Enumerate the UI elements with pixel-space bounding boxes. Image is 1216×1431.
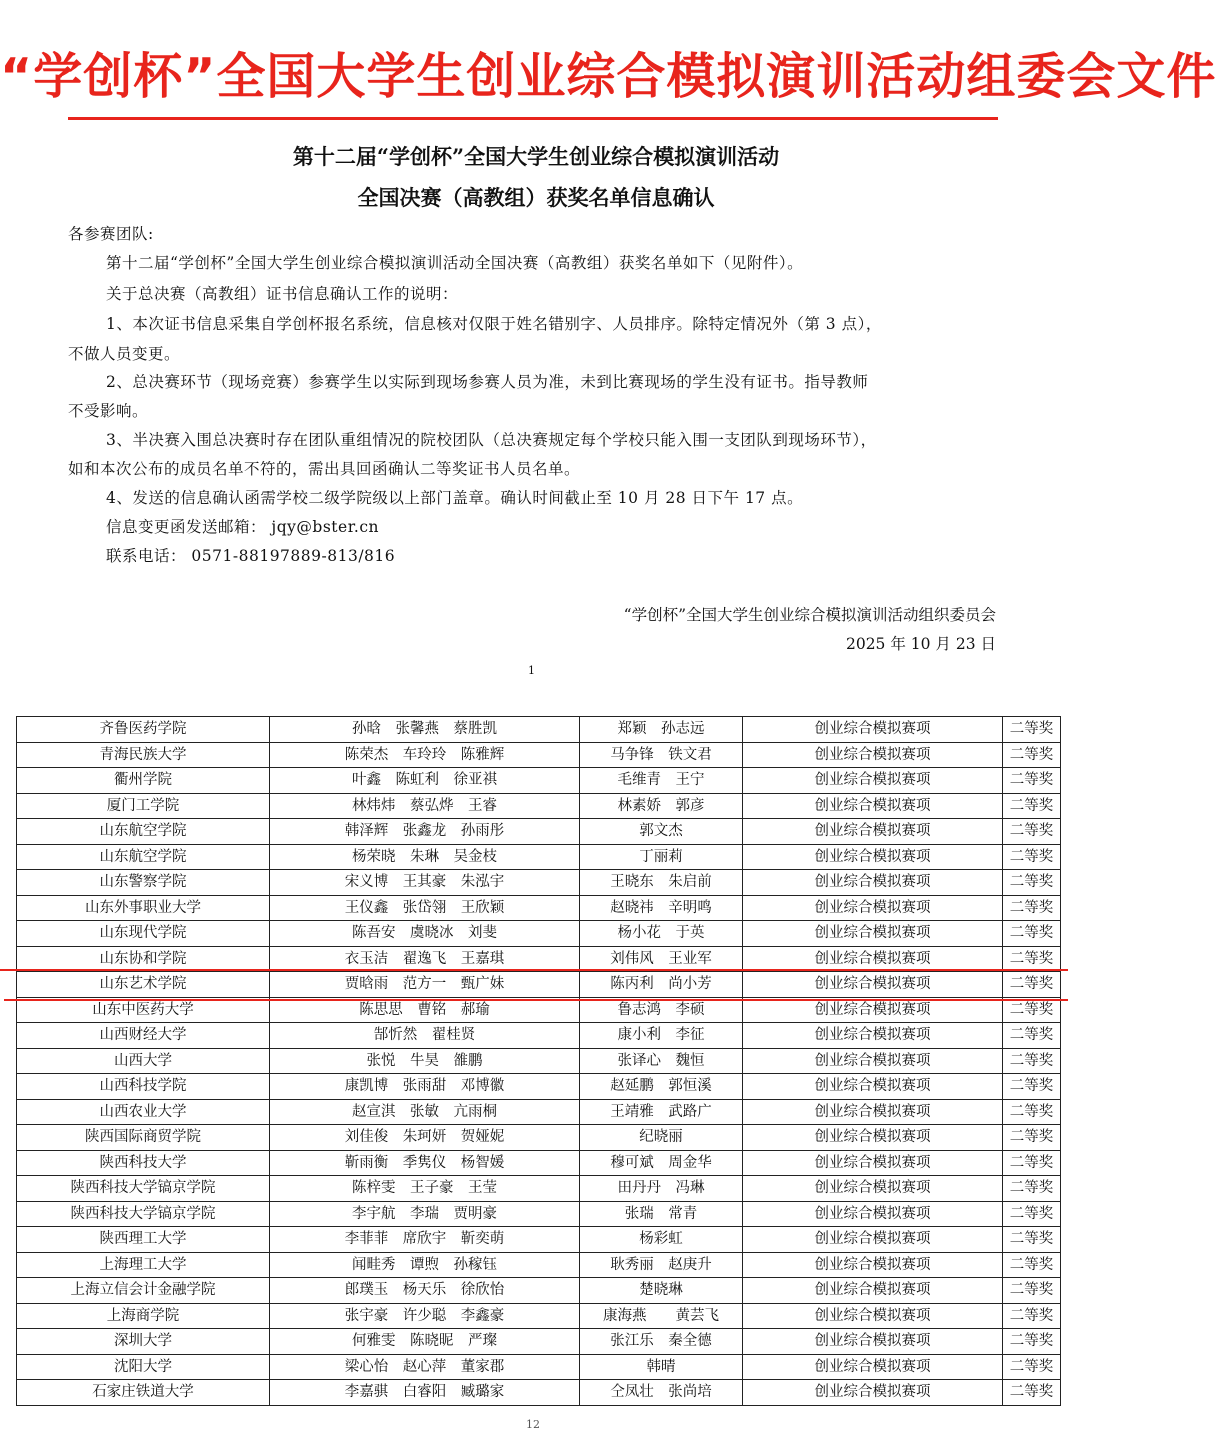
award-cell: 二等奖 [1003,793,1061,819]
award-cell: 二等奖 [1003,1278,1061,1304]
event-cell: 创业综合模拟赛项 [743,1048,1003,1074]
table-row [17,1354,1061,1380]
award-cell: 二等奖 [1003,844,1061,870]
event-cell: 创业综合模拟赛项 [743,1329,1003,1355]
event-cell: 创业综合模拟赛项 [743,1099,1003,1125]
table-row [17,768,1061,794]
event-cell: 创业综合模拟赛项 [743,1303,1003,1329]
students-cell: 陈吾安 虞晓冰 刘斐 [270,921,580,947]
table-row [17,921,1061,947]
phone-line: 联系电话： 0571-88197889-813/816 [106,547,396,565]
document-title-line1: 第十二届“学创杯”全国大学生创业综合模拟演训活动 [292,144,780,169]
event-cell: 创业综合模拟赛项 [743,1023,1003,1049]
event-cell: 创业综合模拟赛项 [743,921,1003,947]
school-cell: 山西农业大学 [17,1099,270,1125]
advisors-cell: 林素娇 郭彦 [580,793,743,819]
award-cell: 二等奖 [1003,1150,1061,1176]
school-cell: 陕西国际商贸学院 [17,1125,270,1151]
event-cell: 创业综合模拟赛项 [743,819,1003,845]
students-cell: 张宇豪 许少聪 李鑫豪 [270,1303,580,1329]
table-row [17,1023,1061,1049]
school-cell: 山东警察学院 [17,870,270,896]
signature-date: 2025 年 10 月 23 日 [845,635,996,653]
paragraph-3-cont: 不做人员变更。 [68,345,181,363]
table-row [17,742,1061,768]
students-cell: 孙晗 张馨燕 蔡胜凯 [270,717,580,743]
school-cell: 山西财经大学 [17,1023,270,1049]
students-cell: 杨荣晓 朱琳 吴金枝 [270,844,580,870]
students-cell: 张悦 牛昊 雒鹏 [270,1048,580,1074]
event-cell: 创业综合模拟赛项 [743,1201,1003,1227]
advisors-cell: 仝凤壮 张尚培 [580,1380,743,1406]
award-cell: 二等奖 [1003,1252,1061,1278]
advisors-cell: 张瑞 常青 [580,1201,743,1227]
advisors-cell: 楚晓琳 [580,1278,743,1304]
school-cell: 陕西科技大学镐京学院 [17,1176,270,1202]
advisors-cell: 康小利 李征 [580,1023,743,1049]
table-row [17,1074,1061,1100]
event-cell: 创业综合模拟赛项 [743,870,1003,896]
event-cell: 创业综合模拟赛项 [743,1074,1003,1100]
award-cell: 二等奖 [1003,1354,1061,1380]
award-cell: 二等奖 [1003,1329,1061,1355]
award-cell: 二等奖 [1003,742,1061,768]
advisors-cell: 马争锋 铁文君 [580,742,743,768]
table-row [17,1125,1061,1151]
header-red-rule [68,117,998,120]
signature: “学创杯”全国大学生创业综合模拟演训活动组织委员会 [623,606,996,624]
students-cell: 林炜炜 蔡弘烨 王睿 [270,793,580,819]
event-cell: 创业综合模拟赛项 [743,717,1003,743]
award-cell: 二等奖 [1003,1048,1061,1074]
students-cell: 何雅雯 陈晓昵 严璨 [270,1329,580,1355]
document-title-line2: 全国决赛（高教组）获奖名单信息确认 [357,185,715,210]
award-cell: 二等奖 [1003,972,1061,998]
advisors-cell: 耿秀丽 赵庚升 [580,1252,743,1278]
table-row [17,1176,1061,1202]
table-row [17,1201,1061,1227]
advisors-cell: 郑颖 孙志远 [580,717,743,743]
event-cell: 创业综合模拟赛项 [743,768,1003,794]
award-cell: 二等奖 [1003,946,1061,972]
students-cell: 梁心怡 赵心萍 董家郡 [270,1354,580,1380]
students-cell: 贾晗雨 范方一 甄广妹 [270,972,580,998]
awards-table-body [17,717,1061,1406]
award-cell: 二等奖 [1003,768,1061,794]
table-row [17,972,1061,998]
award-cell: 二等奖 [1003,1074,1061,1100]
advisors-cell: 赵延鹏 郭恒溪 [580,1074,743,1100]
students-cell: 赵宣淇 张敏 亢雨桐 [270,1099,580,1125]
table-row [17,844,1061,870]
school-cell: 山东外事职业大学 [17,895,270,921]
highlight-underline-top [0,969,1068,971]
students-cell: 陈思思 曹铭 郝瑜 [270,997,580,1023]
table-row [17,1380,1061,1406]
table-row [17,1150,1061,1176]
advisors-cell: 王靖雅 武路广 [580,1099,743,1125]
students-cell: 衣玉洁 翟逸飞 王嘉琪 [270,946,580,972]
advisors-cell: 张译心 魏恒 [580,1048,743,1074]
school-cell: 厦门工学院 [17,793,270,819]
advisors-cell: 穆可斌 周金华 [580,1150,743,1176]
school-cell: 衢州学院 [17,768,270,794]
advisors-cell: 赵晓祎 辛明鸣 [580,895,743,921]
advisors-cell: 杨彩虹 [580,1227,743,1253]
paragraph-4-cont: 不受影响。 [68,402,149,420]
award-cell: 二等奖 [1003,1125,1061,1151]
students-cell: 李菲菲 席欣宇 靳奕萌 [270,1227,580,1253]
salutation: 各参赛团队: [68,225,154,243]
table-row [17,1329,1061,1355]
award-cell: 二等奖 [1003,1201,1061,1227]
award-cell: 二等奖 [1003,895,1061,921]
event-cell: 创业综合模拟赛项 [743,1252,1003,1278]
school-cell: 陕西科技大学镐京学院 [17,1201,270,1227]
event-cell: 创业综合模拟赛项 [743,1278,1003,1304]
advisors-cell: 康海燕 黄芸飞 [580,1303,743,1329]
school-cell: 陕西科技大学 [17,1150,270,1176]
advisors-cell: 田丹丹 冯琳 [580,1176,743,1202]
table-row [17,1099,1061,1125]
table-row [17,1303,1061,1329]
event-cell: 创业综合模拟赛项 [743,895,1003,921]
students-cell: 韩泽辉 张鑫龙 孙雨彤 [270,819,580,845]
event-cell: 创业综合模拟赛项 [743,972,1003,998]
table-row [17,819,1061,845]
awards-table [16,716,1061,1406]
school-cell: 沈阳大学 [17,1354,270,1380]
table-row [17,1048,1061,1074]
students-cell: 郎璞玉 杨天乐 徐欣怡 [270,1278,580,1304]
students-cell: 李嘉骐 白睿阳 臧璐家 [270,1380,580,1406]
school-cell: 齐鲁医药学院 [17,717,270,743]
school-cell: 山东航空学院 [17,844,270,870]
students-cell: 闻畦秀 谭煦 孙稼钰 [270,1252,580,1278]
school-cell: 山东协和学院 [17,946,270,972]
table-row [17,1227,1061,1253]
event-cell: 创业综合模拟赛项 [743,1227,1003,1253]
award-cell: 二等奖 [1003,870,1061,896]
school-cell: 山东航空学院 [17,819,270,845]
school-cell: 上海立信会计金融学院 [17,1278,270,1304]
students-cell: 刘佳俊 朱珂妍 贺娅妮 [270,1125,580,1151]
award-cell: 二等奖 [1003,921,1061,947]
paragraph-5: 3、半决赛入围总决赛时存在团队重组情况的院校团队（总决赛规定每个学校只能入围一支团队到现场环节）， [106,431,877,449]
event-cell: 创业综合模拟赛项 [743,1125,1003,1151]
award-cell: 二等奖 [1003,1303,1061,1329]
students-cell: 靳雨衡 季隽仪 杨智媛 [270,1150,580,1176]
advisors-cell: 毛维青 王宁 [580,768,743,794]
event-cell: 创业综合模拟赛项 [743,1150,1003,1176]
event-cell: 创业综合模拟赛项 [743,997,1003,1023]
award-cell: 二等奖 [1003,819,1061,845]
event-cell: 创业综合模拟赛项 [743,1380,1003,1406]
award-cell: 二等奖 [1003,997,1061,1023]
award-cell: 二等奖 [1003,1227,1061,1253]
advisors-cell: 韩晴 [580,1354,743,1380]
event-cell: 创业综合模拟赛项 [743,1176,1003,1202]
table-row [17,717,1061,743]
email-line: 信息变更函发送邮箱： jqy@bster.cn [106,518,379,536]
students-cell: 陈荣杰 车玲玲 陈雅辉 [270,742,580,768]
advisors-cell: 陈丙利 尚小芳 [580,972,743,998]
advisors-cell: 王晓东 朱启前 [580,870,743,896]
advisors-cell: 丁丽莉 [580,844,743,870]
award-cell: 二等奖 [1003,1023,1061,1049]
event-cell: 创业综合模拟赛项 [743,793,1003,819]
table-row [17,793,1061,819]
table-row [17,870,1061,896]
school-cell: 山东艺术学院 [17,972,270,998]
students-cell: 郜忻然 翟桂贤 [270,1023,580,1049]
event-cell: 创业综合模拟赛项 [743,844,1003,870]
award-cell: 二等奖 [1003,1099,1061,1125]
event-cell: 创业综合模拟赛项 [743,946,1003,972]
advisors-cell: 张江乐 秦全德 [580,1329,743,1355]
school-cell: 深圳大学 [17,1329,270,1355]
advisors-cell: 鲁志鸿 李硕 [580,997,743,1023]
event-cell: 创业综合模拟赛项 [743,742,1003,768]
students-cell: 康凯博 张雨甜 邓博徽 [270,1074,580,1100]
table-row [17,895,1061,921]
students-cell: 叶鑫 陈虹利 徐亚祺 [270,768,580,794]
advisors-cell: 刘伟风 王业军 [580,946,743,972]
paragraph-1: 第十二届“学创杯”全国大学生创业综合模拟演训活动全国决赛（高教组）获奖名单如下（见附件）。 [106,254,804,272]
students-cell: 王仪鑫 张岱翎 王欣颖 [270,895,580,921]
paragraph-5-cont: 如和本次公布的成员名单不符的，需出具回函确认二等奖证书人员名单。 [68,460,581,478]
students-cell: 宋义博 王其豪 朱泓宇 [270,870,580,896]
award-cell: 二等奖 [1003,1176,1061,1202]
award-cell: 二等奖 [1003,1380,1061,1406]
school-cell: 山西大学 [17,1048,270,1074]
event-cell: 创业综合模拟赛项 [743,1354,1003,1380]
advisors-cell: 郭文杰 [580,819,743,845]
table-row [17,1278,1061,1304]
school-cell: 山东现代学院 [17,921,270,947]
paragraph-2: 关于总决赛（高教组）证书信息确认工作的说明： [106,285,459,303]
next-page-number: 12 [526,1418,540,1431]
school-cell: 山东中医药大学 [17,997,270,1023]
school-cell: 青海民族大学 [17,742,270,768]
advisors-cell: 纪晓丽 [580,1125,743,1151]
school-cell: 上海商学院 [17,1303,270,1329]
paragraph-4: 2、总决赛环节（现场竞赛）参赛学生以实际到现场参赛人员为准，未到比赛现场的学生没有证书。指导教师 [106,373,869,391]
students-cell: 李宇航 李瑞 贾明豪 [270,1201,580,1227]
award-cell: 二等奖 [1003,717,1061,743]
school-cell: 石家庄铁道大学 [17,1380,270,1406]
students-cell: 陈梓雯 王子豪 王莹 [270,1176,580,1202]
paragraph-6: 4、发送的信息确认函需学校二级学院级以上部门盖章。确认时间截止至 10 月 28 日下午 17 点。 [106,489,804,507]
highlight-underline-bottom [4,999,1068,1001]
table-row [17,1252,1061,1278]
school-cell: 陕西理工大学 [17,1227,270,1253]
paragraph-3: 1、本次证书信息采集自学创杯报名系统，信息核对仅限于姓名错别字、人员排序。除特定情况外（第 3 点）， [106,315,882,333]
school-cell: 山西科技学院 [17,1074,270,1100]
document-header-title: “学创杯”全国大学生创业综合模拟演训活动组委会文件 [0,48,1216,105]
table-row [17,946,1061,972]
advisors-cell: 杨小花 于英 [580,921,743,947]
school-cell: 上海理工大学 [17,1252,270,1278]
page-number: 1 [528,664,535,677]
